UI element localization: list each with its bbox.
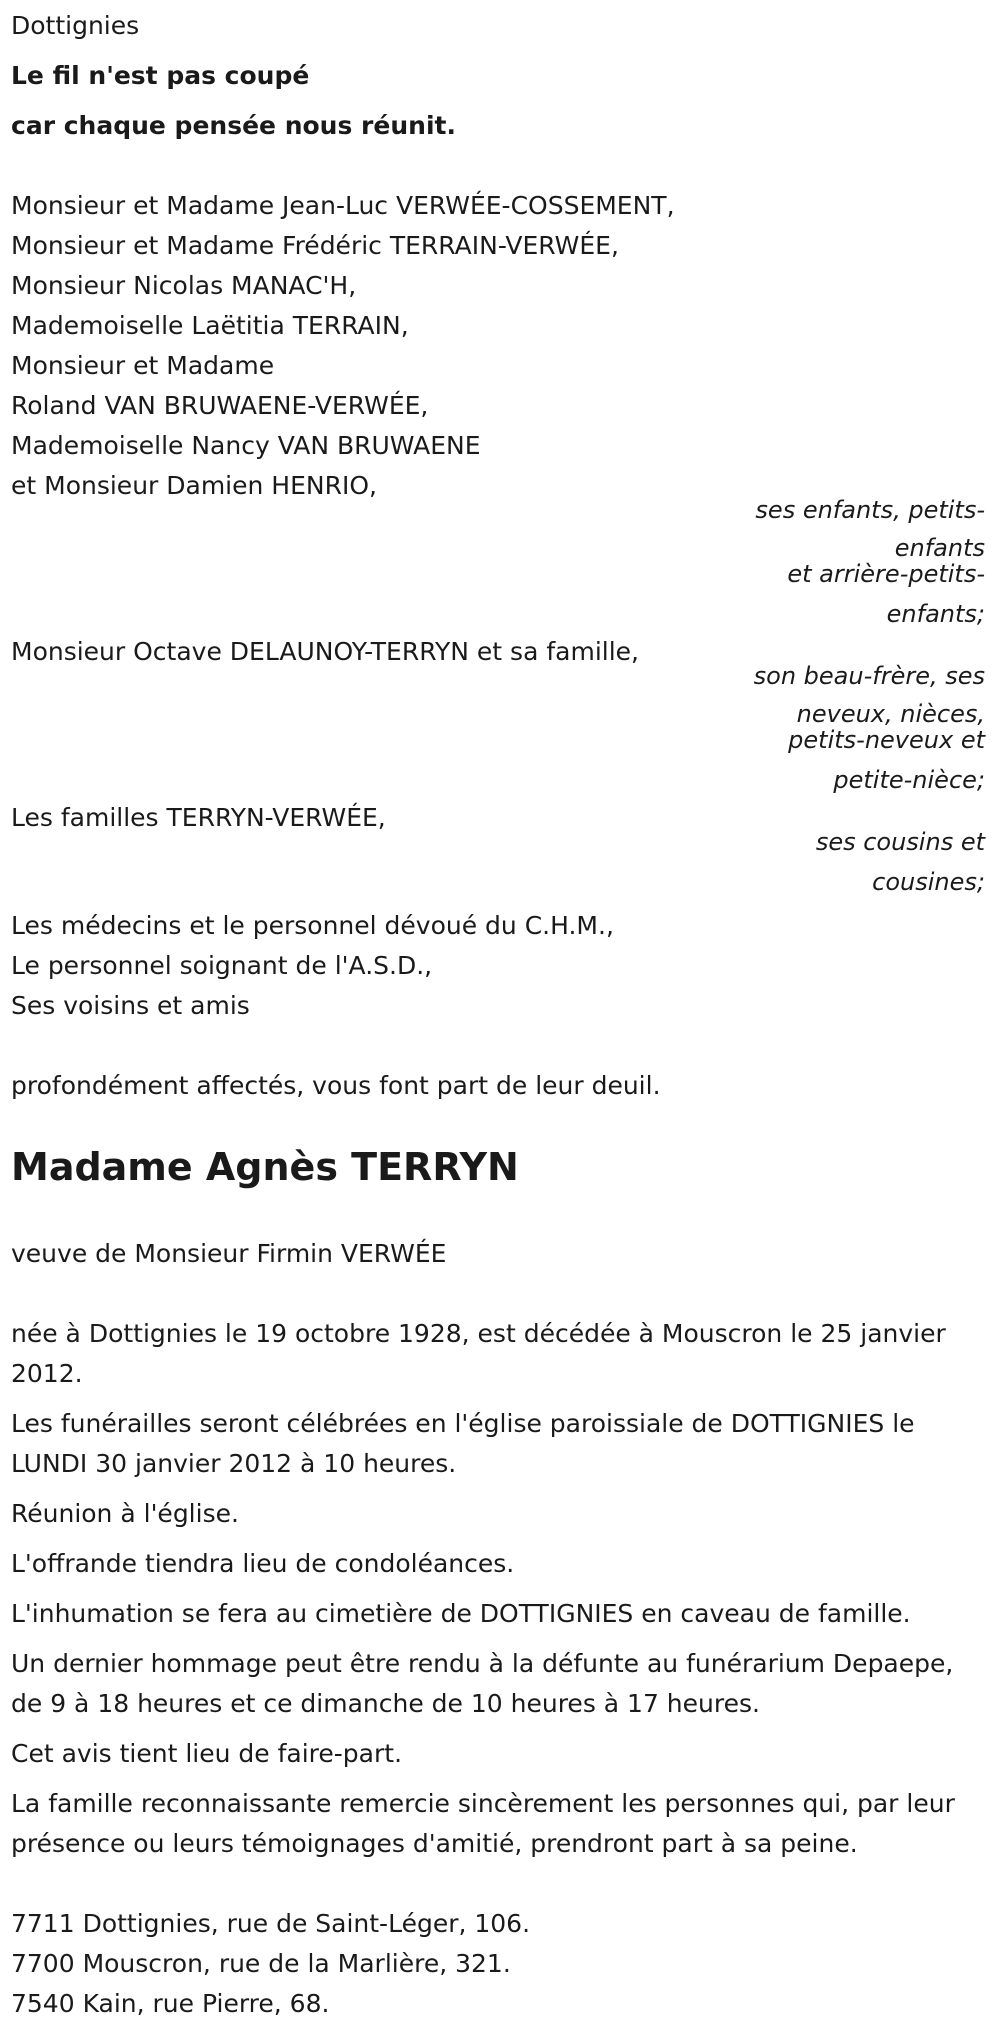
detail-paragraph: L'offrande tiendra lieu de condoléances.: [11, 1549, 515, 1578]
deceased-name: Madame Agnès TERRYN: [11, 1145, 519, 1189]
spouse-line: veuve de Monsieur Firmin VERWÉE: [11, 1239, 447, 1268]
family-line: Monsieur et Madame Jean-Luc VERWÉE-COSSEMENT,: [11, 191, 675, 220]
others-line: Le personnel soignant de l'A.S.D.,: [11, 951, 433, 980]
quote-line-1: Le fil n'est pas coupé: [11, 61, 310, 90]
relation-line: ses enfants, petits-: [755, 496, 985, 524]
detail-paragraph: La famille reconnaissante remercie sincèrement les personnes qui, par leur présence ou leurs témoignages d'amitié, prendront part à sa peine.: [11, 1789, 955, 1858]
others-line: Ses voisins et amis: [11, 991, 250, 1020]
place-heading: Dottignies: [11, 11, 140, 40]
address-line: 7540 Kain, rue Pierre, 68.: [11, 1989, 330, 2018]
detail-paragraph: Cet avis tient lieu de faire-part.: [11, 1739, 403, 1768]
detail-paragraph: L'inhumation se fera au cimetière de DOTTIGNIES en caveau de famille.: [11, 1599, 911, 1628]
detail-paragraph: Un dernier hommage peut être rendu à la défunte au funérarium Depaepe, de 9 à 18 heures et ce dimanche de 10 heures à 17 heures.: [11, 1649, 954, 1718]
family-line: Mademoiselle Nancy VAN BRUWAENE: [11, 431, 481, 460]
family-line: Monsieur Octave DELAUNOY-TERRYN et sa famille,: [11, 637, 639, 666]
relation-line: son beau-frère, ses: [753, 662, 985, 690]
family-line: Mademoiselle Laëtitia TERRAIN,: [11, 311, 409, 340]
relation-line: enfants: [894, 534, 985, 562]
address-line: 7711 Dottignies, rue de Saint-Léger, 106.: [11, 1909, 531, 1938]
announcement-text: profondément affectés, vous font part de leur deuil.: [11, 1071, 661, 1100]
family-line: et Monsieur Damien HENRIO,: [11, 471, 377, 500]
others-line: Les médecins et le personnel dévoué du C.H.M.,: [11, 911, 614, 940]
relation-line: cousines;: [872, 868, 985, 896]
family-line: Monsieur et Madame: [11, 351, 275, 380]
family-line: Monsieur Nicolas MANAC'H,: [11, 271, 357, 300]
family-line: Les familles TERRYN-VERWÉE,: [11, 803, 386, 832]
family-line: Roland VAN BRUWAENE-VERWÉE,: [11, 391, 429, 420]
relation-line: petite-nièce;: [833, 766, 985, 794]
detail-paragraph: née à Dottignies le 19 octobre 1928, est décédée à Mouscron le 25 janvier 2012.: [11, 1319, 946, 1388]
relation-line: et arrière-petits-: [787, 560, 985, 588]
relation-line: neveux, nièces,: [796, 700, 985, 728]
relation-line: enfants;: [886, 600, 985, 628]
relation-line: petits-neveux et: [788, 726, 985, 754]
address-line: 7700 Mouscron, rue de la Marlière, 321.: [11, 1949, 511, 1978]
quote-line-2: car chaque pensée nous réunit.: [11, 111, 456, 140]
family-line: Monsieur et Madame Frédéric TERRAIN-VERWÉE,: [11, 231, 619, 260]
detail-paragraph: Réunion à l'église.: [11, 1499, 239, 1528]
relation-line: ses cousins et: [815, 828, 985, 856]
detail-paragraph: Les funérailles seront célébrées en l'église paroissiale de DOTTIGNIES le LUNDI 30 janvier 2012 à 10 heures.: [11, 1409, 915, 1478]
